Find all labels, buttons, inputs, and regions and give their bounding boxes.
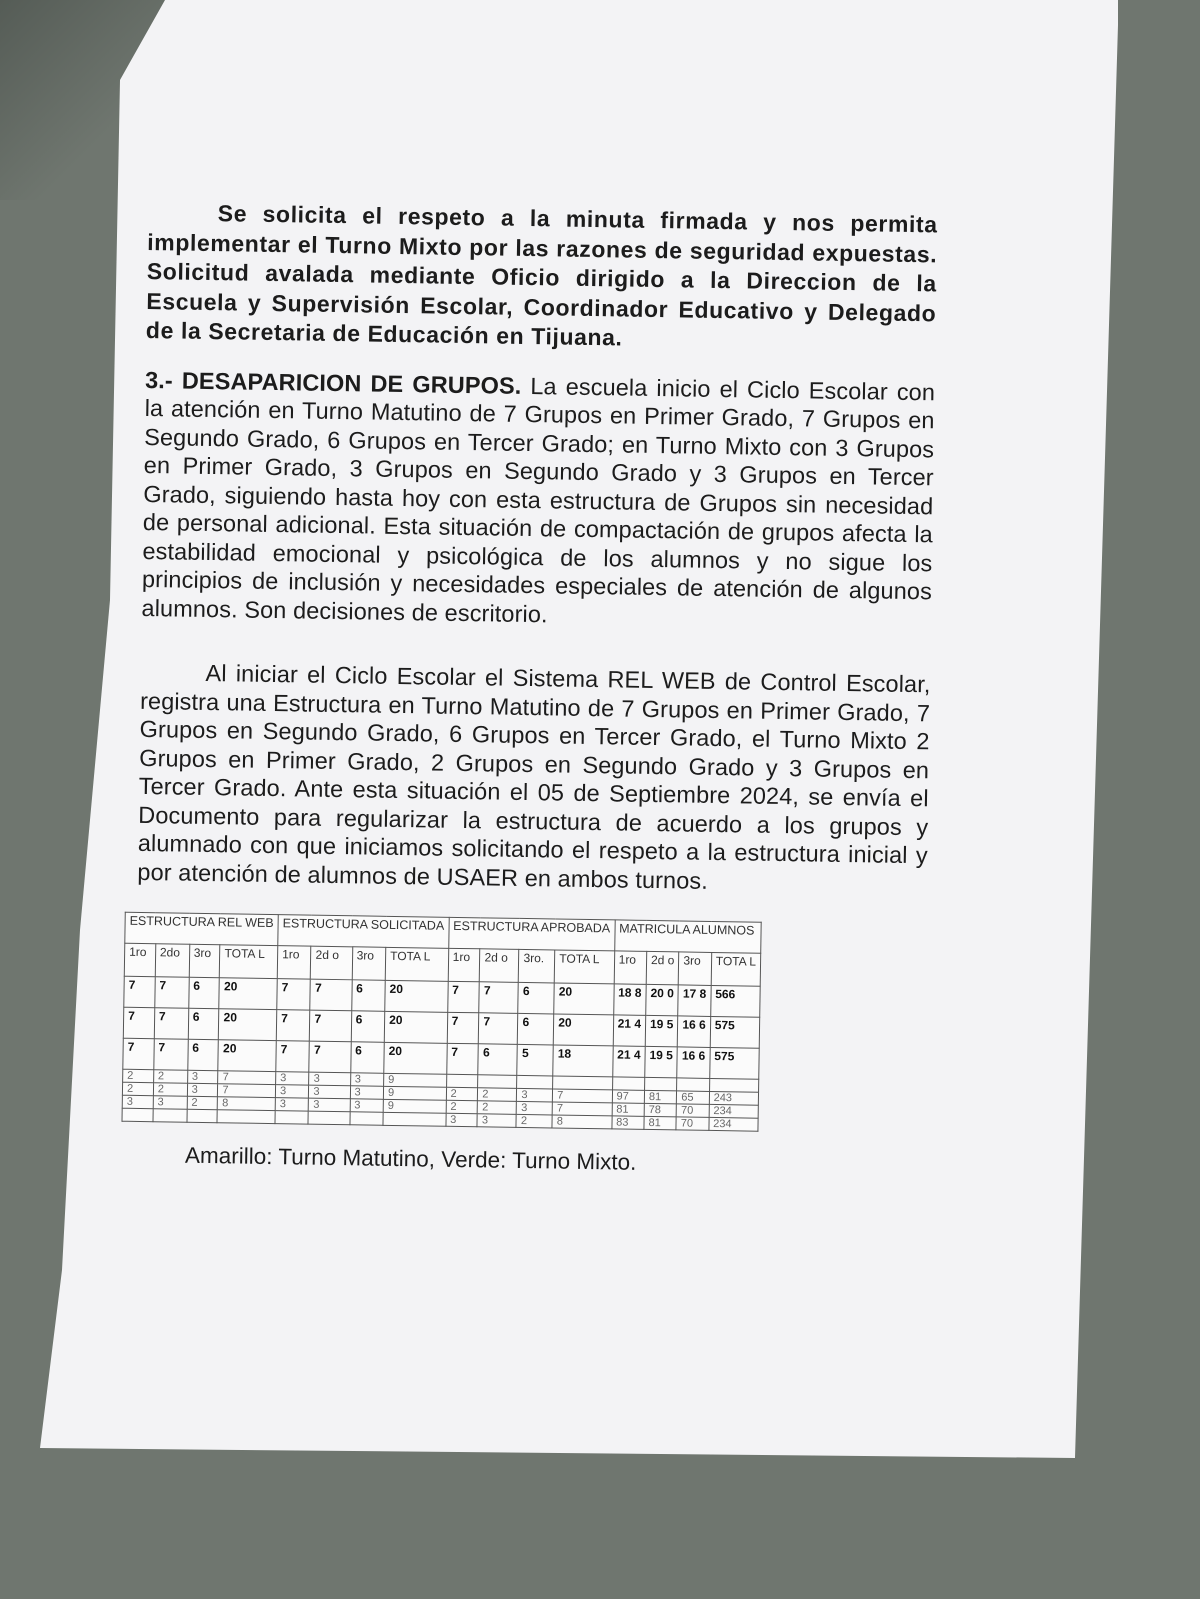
table-cell: 7 [154, 1008, 188, 1040]
column-header: 2do [155, 944, 189, 978]
column-header: 3ro [352, 947, 386, 981]
table-cell: 9 [383, 1086, 446, 1100]
column-header: 2d o [311, 946, 353, 980]
table-cell: 20 [219, 978, 277, 1010]
table-cell [308, 1111, 349, 1125]
table-cell: 234 [709, 1104, 758, 1118]
column-header: 1ro [614, 951, 647, 985]
table-cell: 20 [384, 1011, 447, 1043]
table-cell: 7 [309, 1041, 351, 1073]
column-header: 3ro [679, 952, 712, 986]
table-cell: 20 [385, 980, 448, 1012]
table-cell: 5 [517, 1044, 553, 1076]
table-cell: 20 [218, 1040, 276, 1072]
table-cell: 16 6 [677, 1047, 710, 1079]
table-cell: 7 [276, 1041, 310, 1073]
table-cell: 3 [122, 1095, 153, 1108]
table-cell: 7 [277, 979, 311, 1011]
table-cell: 70 [676, 1104, 709, 1118]
table-cell: 7 [154, 1039, 188, 1071]
table-cell: 6 [351, 1011, 385, 1043]
table-cell: 81 [644, 1090, 677, 1104]
table-cell: 6 [478, 1044, 517, 1076]
table-cell: 3 [517, 1101, 553, 1115]
groups-table [121, 912, 761, 1132]
table-cell: 3 [309, 1085, 350, 1099]
table-cell: 2 [153, 1083, 187, 1097]
table-cell: 3 [517, 1088, 553, 1102]
table-cell: 6 [518, 982, 554, 1014]
table-cell: 2 [446, 1087, 478, 1100]
table-cell: 19 5 [645, 1015, 678, 1047]
section-3-heading: 3.- DESAPARICION DE GRUPOS. [144, 366, 522, 399]
table-cell: 20 0 [646, 984, 679, 1016]
table-cell: 2 [187, 1096, 218, 1109]
table-cell: 83 [612, 1116, 645, 1130]
table-cell: 18 [553, 1045, 613, 1077]
column-header: 3ro [189, 944, 220, 977]
table-cell: 6 [187, 1039, 218, 1070]
table-cell: 21 4 [612, 1046, 645, 1078]
column-header: TOTA L [554, 950, 614, 984]
table-cell [275, 1111, 309, 1125]
table-cell: 2 [153, 1070, 187, 1084]
table-cell: 7 [310, 979, 352, 1011]
table-cell: 6 [350, 1042, 384, 1074]
table-cell [709, 1078, 758, 1092]
table-cell: 16 6 [678, 1016, 711, 1048]
table-cell: 21 4 [613, 1015, 646, 1047]
table-cell: 97 [612, 1090, 645, 1104]
table-cell: 2 [478, 1101, 517, 1115]
table-cell [153, 1109, 187, 1123]
table-cell [187, 1109, 218, 1122]
table-cell: 70 [676, 1117, 709, 1131]
document-body [126, 198, 938, 1180]
section-rel-web: ESTRUCTURA REL WEB [125, 912, 278, 945]
column-header: TOTA L [385, 947, 448, 981]
column-header: 1ro [277, 946, 311, 980]
table-cell: 81 [612, 1103, 645, 1117]
table-cell: 3 [276, 1072, 310, 1086]
table-cell: 3 [309, 1072, 350, 1086]
table-cell [677, 1078, 710, 1092]
table-cell: 3 [477, 1114, 516, 1128]
table-cell: 3 [275, 1085, 309, 1099]
section-solicitada: ESTRUCTURA SOLICITADA [278, 915, 449, 949]
table-cell: 2 [478, 1088, 517, 1102]
table-cell [645, 1077, 678, 1091]
table-cell [122, 1108, 153, 1121]
table-cell: 78 [644, 1103, 677, 1117]
table-cell: 3 [187, 1083, 218, 1096]
table-cell: 17 8 [678, 985, 711, 1017]
table-cell: 3 [446, 1113, 478, 1126]
table-cell [478, 1075, 517, 1089]
table-cell: 3 [153, 1096, 187, 1110]
table-cell: 243 [709, 1091, 758, 1105]
column-header: TOTA L [220, 945, 278, 979]
column-header: TOTA L [711, 952, 761, 986]
table-cell [517, 1075, 553, 1089]
column-header: 1ro [448, 948, 480, 981]
table-cell: 3 [350, 1073, 384, 1087]
table-cell: 2 [122, 1082, 153, 1095]
table-cell: 7 [155, 977, 189, 1009]
table-cell: 7 [552, 1102, 612, 1116]
table-cell: 7 [446, 1043, 478, 1074]
table-cell [383, 1112, 446, 1126]
table-cell: 2 [123, 1069, 154, 1082]
paragraph-2-body: La escuela inicio el Ciclo Escolar con la atención en Turno Matutino de 7 Grupos en Primer Grado, 7 Grupos en Segundo Grado, 6 Grupos en Tercer Grado; en Turno Mixto con 3 Grupos en Primer Grado, 3 Grupos en Segundo Grado y 3 Grupos en Tercer Grado, siguiendo hasta hoy con esta estructura de Grupos sin necesidad de personal adicional. Esta situación de compactación de grupos afecta la estabilidad emocional y psicológica de los alumnos y no sigue los principios de inclusión y necesidades especiales de atención de algunos alumnos. Son decisiones de escritorio. [141, 372, 936, 627]
column-header: 3ro. [519, 949, 555, 983]
table-cell: 2 [446, 1100, 478, 1113]
table-cell: 20 [553, 1014, 613, 1046]
table-cell: 7 [447, 1012, 479, 1043]
table-cell: 3 [350, 1099, 384, 1113]
paragraph-1: Se solicita el respeto a la minuta firmada y nos permita implementar el Turno Mixto por las razones de seguridad expuestas. Solicitud avalada mediante Oficio dirigido a la Direccion de la Escuela y Supervisión Escolar, Coordinador Educativo y Delegado de la Secretaria de Educación en Tijuana. [145, 200, 938, 351]
column-header: 2d o [646, 951, 679, 985]
table-cell: 566 [710, 985, 760, 1017]
table-cell [446, 1074, 478, 1087]
table-cell: 6 [188, 1008, 219, 1039]
paragraph-3: Al iniciar el Ciclo Escolar el Sistema REL WEB de Control Escolar, registra una Estructura en Turno Matutino de 7 Grupos en Primer Grado, 7 Grupos en Segundo Grado, 6 Grupos en Tercer Grado, el Turno Mixto 2 Grupos en Primer Grado, 2 Grupos en Segundo Grado y 3 Grupos en Tercer Grado. Ante esta situación el 05 de Septiembre 2024, se envía el Documento para regularizar la estructura de acuerdo a los grupos y alumnado con que iniciamos solicitando el respeto a la estructura inicial y por atención de alumnos de USAER en ambos turnos. [137, 659, 931, 894]
table-cell: 7 [310, 1010, 352, 1042]
table-cell: 20 [554, 983, 614, 1015]
table-cell: 2 [516, 1114, 552, 1128]
table-cell: 3 [275, 1098, 309, 1112]
column-header: 2d o [480, 949, 520, 983]
table-cell: 7 [479, 1013, 518, 1045]
table-cell: 7 [447, 981, 479, 1012]
table-cell: 18 8 [613, 984, 646, 1016]
table-cell: 9 [383, 1099, 446, 1113]
table-cell: 575 [710, 1016, 760, 1048]
section-aprobada: ESTRUCTURA APROBADA [448, 917, 614, 951]
table-cell [612, 1077, 645, 1091]
table-cell: 7 [123, 1007, 154, 1038]
table-cell: 8 [218, 1097, 276, 1111]
table-cell: 575 [709, 1047, 759, 1079]
table-cell: 6 [351, 980, 385, 1012]
table-cell: 20 [219, 1009, 277, 1041]
column-header: 1ro [124, 943, 155, 976]
table-caption: Amarillo: Turno Matutino, Verde: Turno Mixto. [184, 1142, 637, 1175]
table-cell: 7 [553, 1089, 613, 1103]
table-cell: 81 [644, 1116, 677, 1130]
table-cell: 6 [518, 1013, 554, 1045]
table-cell: 7 [124, 976, 155, 1007]
table-cell: 3 [309, 1098, 350, 1112]
table-cell: 7 [479, 982, 518, 1014]
table-cell: 8 [552, 1115, 612, 1129]
table-cell [217, 1110, 275, 1124]
table-cell: 7 [218, 1071, 276, 1085]
table-cell: 3 [350, 1086, 384, 1100]
table-cell [350, 1112, 384, 1126]
table-cell: 234 [709, 1117, 758, 1131]
table-cell [553, 1076, 613, 1090]
table-cell: 7 [123, 1038, 154, 1069]
table-cell: 6 [188, 977, 219, 1008]
paragraph-2 [141, 365, 935, 634]
table-cell: 19 5 [645, 1046, 678, 1078]
table-cell: 7 [218, 1084, 276, 1098]
table-cell: 65 [677, 1091, 710, 1105]
table-cell: 7 [276, 1010, 310, 1042]
table-cell: 20 [384, 1042, 447, 1074]
table-cell: 3 [187, 1070, 218, 1083]
table-cell: 9 [384, 1073, 447, 1087]
section-matricula: MATRICULA ALUMNOS [614, 920, 761, 953]
